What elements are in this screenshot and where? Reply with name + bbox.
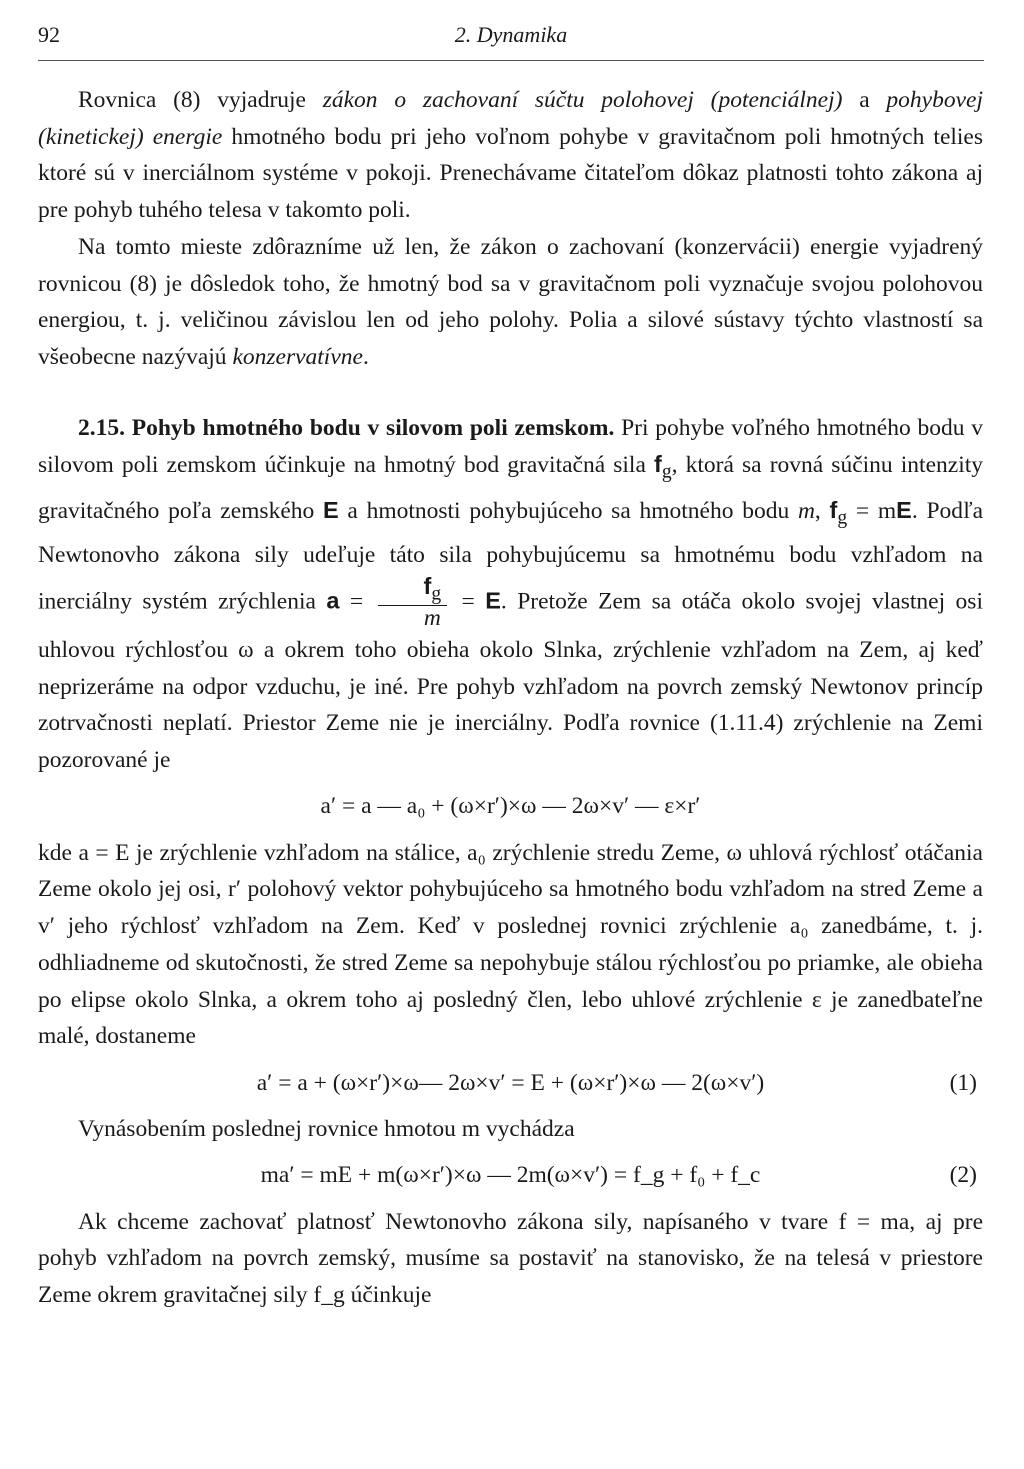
equation-2: ma′ = mE + m(ω×r′)×ω — 2m(ω×v′) = f_g + f₀ + f_c (2)	[38, 1148, 983, 1204]
page-header	[38, 18, 984, 58]
paragraph-multiply-mass: Vynásobením poslednej rovnice hmotou m vychádza	[78, 1115, 575, 1142]
page-number: 92	[38, 22, 60, 47]
page-body	[38, 82, 983, 1314]
running-title: 2. Dynamika	[454, 22, 568, 47]
section-2-15: 2.15. Pohyb hmotného bodu v silovom poli zemskom. Pri pohybe voľného hmotného bodu v silovom poli zemskom účinkuje na hmotný bod gravitačná sila $f_g$, ktorá sa rovná súčinu intenzity gravitačného poľa zemského E a hmotnosti pohybujúceho sa hmotného bodu m, $f_g$ = mE. Podľa Newtonovho zákona sily udeľuje táto sila pohybujúcemu sa hmotnému bodu vzhľadom na inerciálny systém zrýchlenia a = $\frac{f_g}{m}$ = E. Pretože Zem sa otáča okolo svojej vlastnej osi uhlovou rýchlosťou ω a okrem toho obieha okolo Slnka, zrýchlenie vzhľadom na Zem, aj keď neprizeráme na odpor vzduchu, je iné. Pre pohyb vzhľadom na povrch zemský Newtonov princíp zotrvačnosti neplatí. Priestor Zeme nie je inerciálny. Podľa rovnice (1.11.4) zrýchlenie na Zemi pozorované je	[38, 414, 983, 773]
section-heading: 2.15. Pohyb hmotného bodu v silovom poli zemskom.	[78, 414, 615, 441]
equation-observed-acceleration: a′ = a — a₀ + (ω×r′)×ω — 2ω×v′ — ε×r′	[320, 793, 701, 820]
equation-number-2: (2)	[949, 1162, 977, 1189]
header-rule	[38, 60, 984, 61]
equation-number-1: (1)	[949, 1069, 977, 1096]
paragraph-energy-conservation: Rovnica (8) vyjadruje zákon o zachovaní súčtu polohovej (potenciálnej) a pohybovej (kinetickej) energie hmotného bodu pri jeho voľnom pohybe v gravitačnom poli hmotných telies ktoré sú v inerciálnom systéme v pokoji. Prenechávame čitateľom dôkaz platnosti tohto zákona aj pre pohyb tuhého telesa v takomto poli.	[38, 87, 984, 224]
paragraph-definitions: kde a = E je zrýchlenie vzhľadom na stálice, a₀ zrýchlenie stredu Zeme, ω uhlová rýchlosť otáčania Zeme okolo jej osi, r′ polohový vektor pohybujúceho sa hmotného bodu vzhľadom na stred Zeme a v′ jeho rýchlosť vzhľadom na Zem. Keď v poslednej rovnici zrýchlenie a₀ zanedbáme, t. j. odhliadneme od skutočnosti, že stred Zeme sa nepohybuje stálou rýchlosťou po priamke, ale obieha po elipse okolo Slnka, a okrem toho aj posledný člen, lebo uhlové zrýchlenie ε je zanedbateľne malé, dostaneme	[38, 839, 983, 1050]
equation-1: a′ = a + (ω×r′)×ω— 2ω×v′ = E + (ω×r′)×ω — 2(ω×v′) (1)	[38, 1055, 983, 1111]
paragraph-conservative-fields: Na tomto mieste zdôrazníme už len, že zákon o zachovaní (konzervácii) energie vyjadrený rovnicou (8) je dôsledok toho, že hmotný bod sa v gravitačnom poli vyznačuje svojou polohovou energiou, t. j. veličinou závislou len od jeho polohy. Polia a silové sústavy týchto vlastností sa všeobecne nazývajú konzervatívne.	[38, 233, 983, 370]
fraction-fg-over-m: $\frac{f_g}{m}$	[378, 574, 448, 632]
paragraph-newton-law: Ak chceme zachovať platnosť Newtonovho zákona sily, napísaného v tvare f = ma, aj pre pohyb vzhľadom na povrch zemský, musíme sa postaviť na stanovisko, že na telesá v priestore Zeme okrem gravitačnej sily f_g účinkuje	[38, 1208, 983, 1309]
